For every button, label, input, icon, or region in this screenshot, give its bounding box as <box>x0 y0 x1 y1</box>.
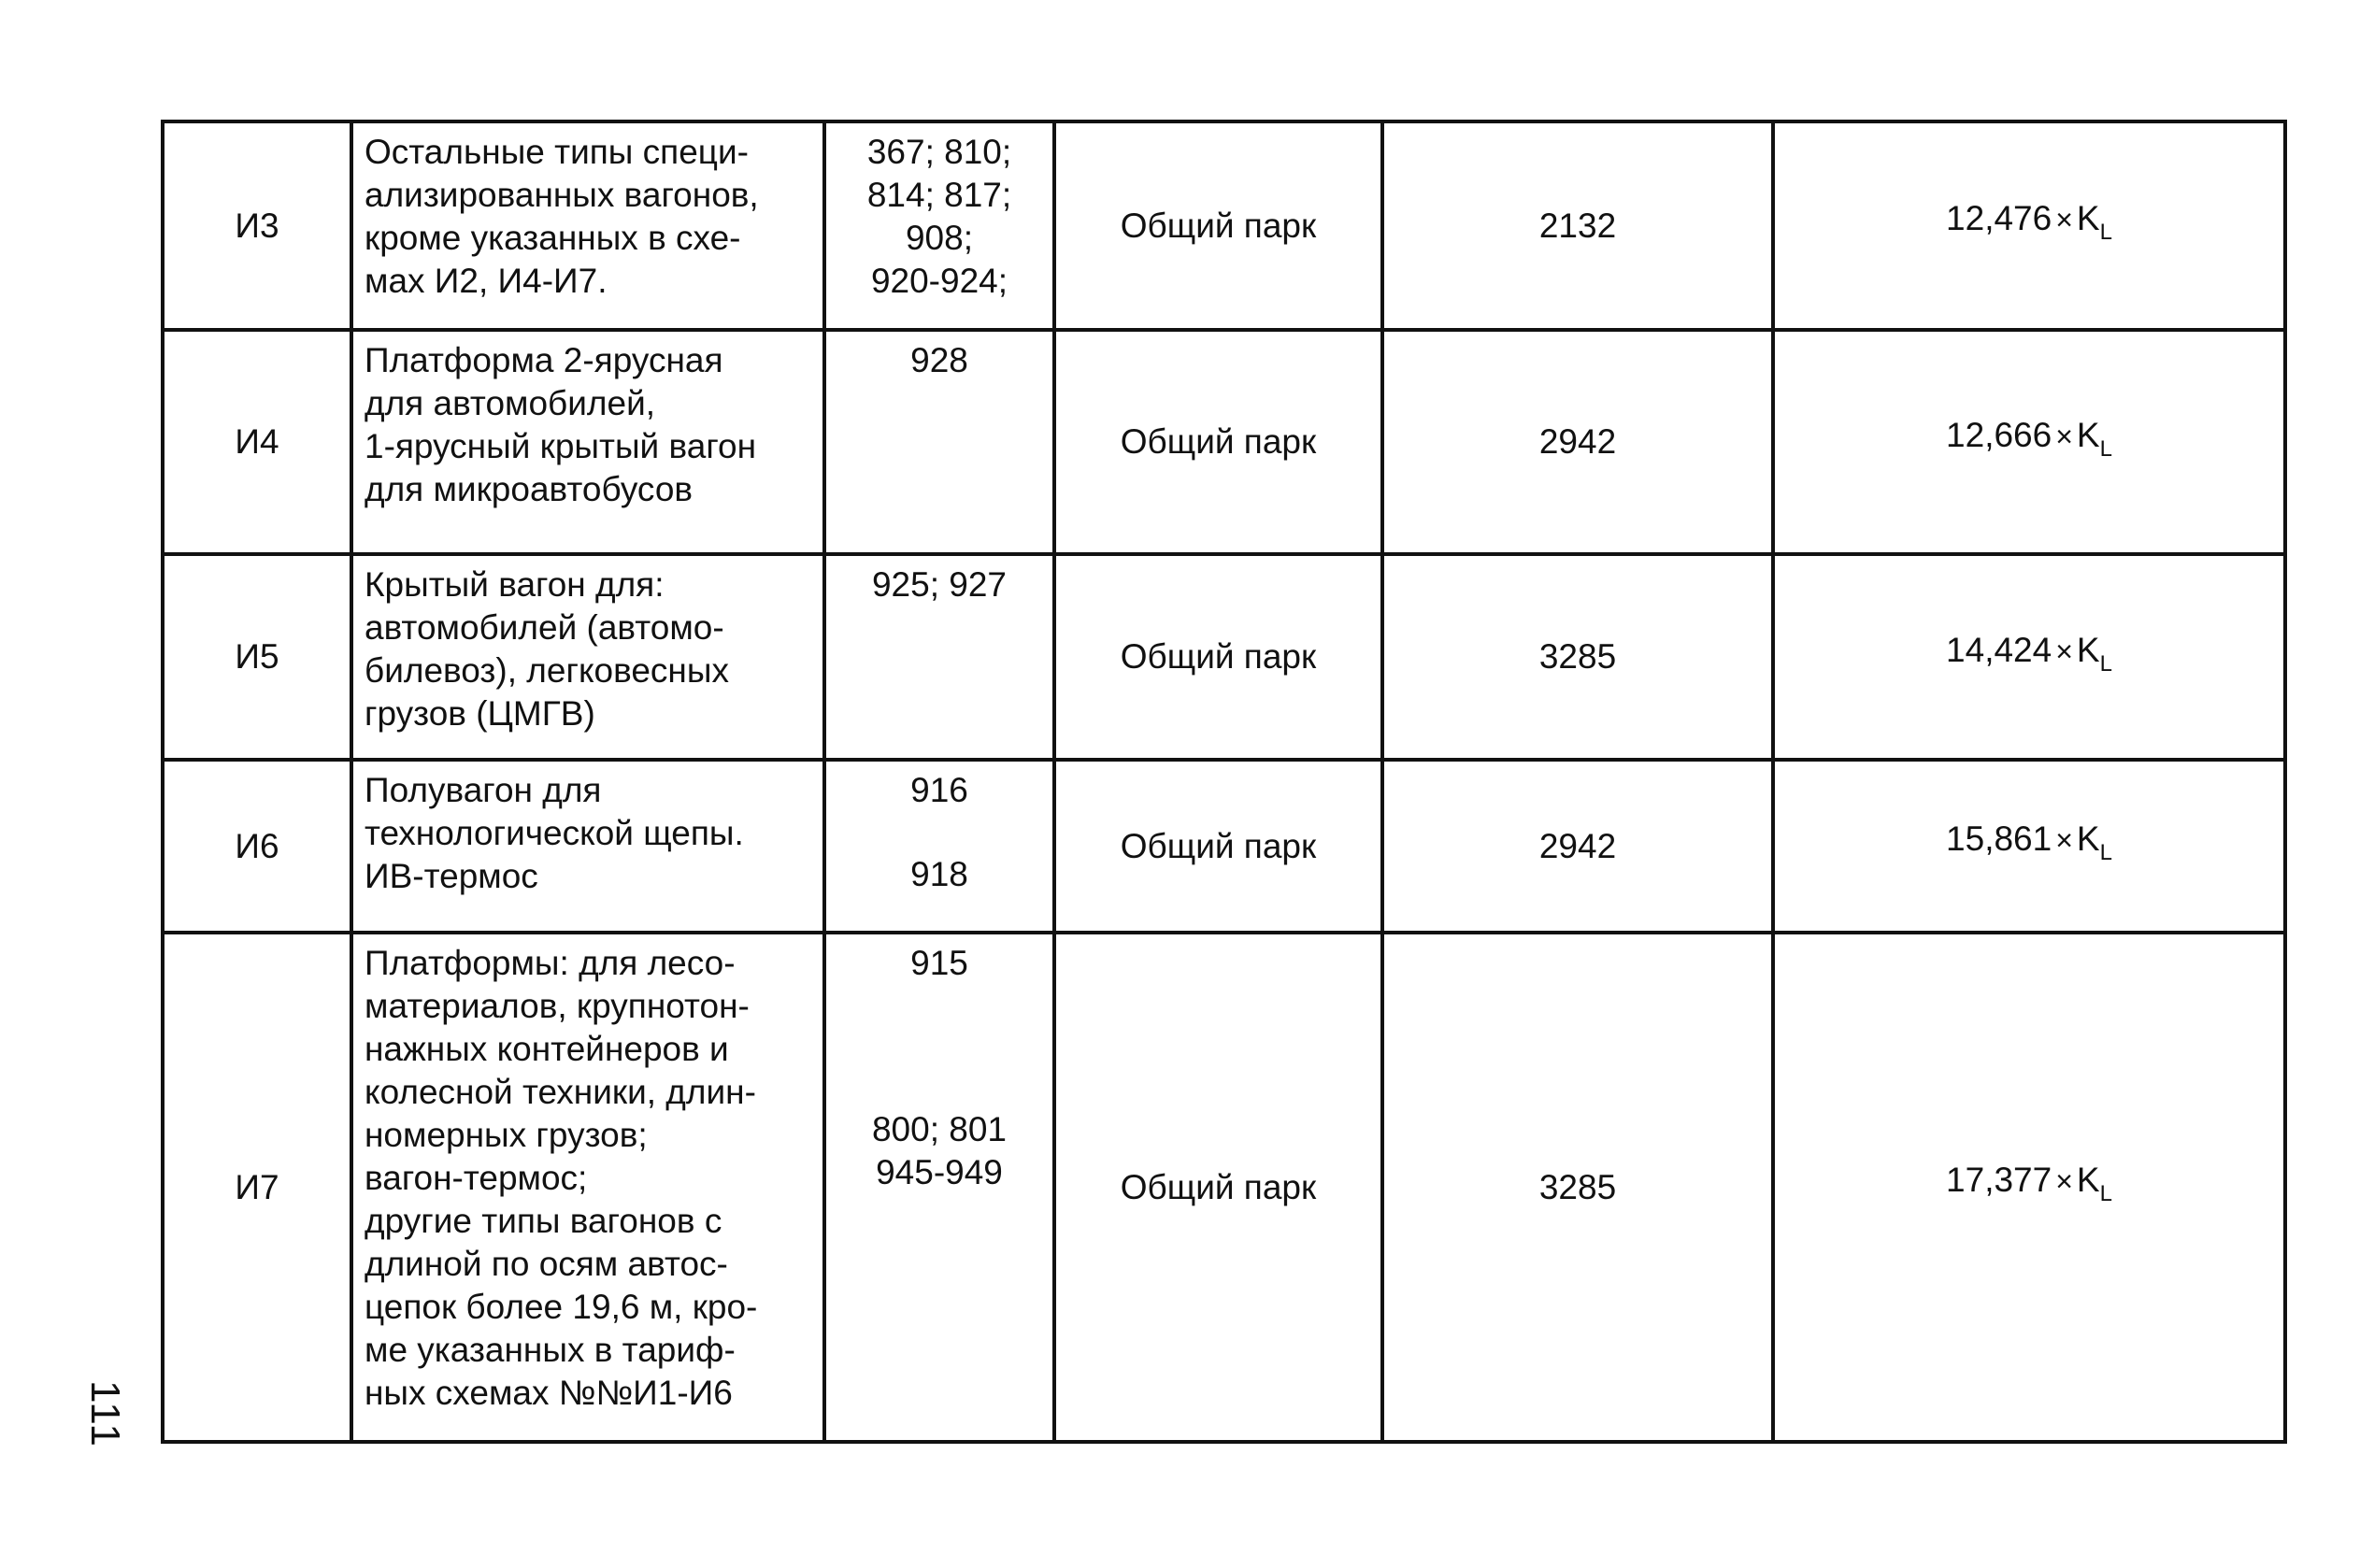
wagon-type-numbers: 925; 927 <box>824 554 1054 760</box>
scheme-code: И5 <box>163 554 351 760</box>
wagon-type-numbers: 928 <box>824 330 1054 554</box>
park-type: Общий парк <box>1054 121 1382 330</box>
wagon-type-numbers: 916 918 <box>824 760 1054 933</box>
wagon-description: Платформа 2-ярусная для автомобилей, 1-ярусный крытый вагон для микроавтобусов <box>351 330 824 554</box>
wagon-description: Остальные типы специ- ализированных вагонов, кроме указанных в схе- мах И2, И4-И7. <box>351 121 824 330</box>
rate-factor: K <box>2076 1161 2100 1199</box>
rate-cell: $14,424 \times K_L$ <box>1773 554 2285 760</box>
tariff-table <box>161 120 2287 1444</box>
park-type: Общий парк <box>1054 554 1382 760</box>
wagon-type-numbers: 915 800; 801 945-949 <box>824 933 1054 1442</box>
rate-value: 15,861 <box>1946 820 2052 858</box>
rate-factor: K <box>2076 415 2100 454</box>
table-row <box>163 121 2285 330</box>
value-cell: 2942 <box>1382 760 1773 933</box>
value-cell: 2942 <box>1382 330 1773 554</box>
rate-factor: K <box>2076 630 2100 669</box>
wagon-description: Полувагон для технологической щепы. ИВ-термос <box>351 760 824 933</box>
park-type: Общий парк <box>1054 933 1382 1442</box>
rate-value: 14,424 <box>1946 630 2052 669</box>
rate-cell: $12,476 \times K_L$ <box>1773 121 2285 330</box>
rate-cell: $15,861 \times K_L$ <box>1773 760 2285 933</box>
value-cell: 2132 <box>1382 121 1773 330</box>
page-number: 111 <box>82 1380 128 1448</box>
rate-value: 12,476 <box>1946 199 2052 237</box>
park-type: Общий парк <box>1054 330 1382 554</box>
rate-value: 17,377 <box>1946 1161 2052 1199</box>
rate-value: 12,666 <box>1946 415 2052 454</box>
rate-cell: $17,377 \times K_L$ <box>1773 933 2285 1442</box>
scheme-code: И4 <box>163 330 351 554</box>
table-row <box>163 933 2285 1442</box>
scheme-code: И6 <box>163 760 351 933</box>
wagon-description: Платформы: для лесо- материалов, крупнотон- нажных контейнеров и колесной техники, длин- номерных грузов; вагон-термос; другие типы вагонов с длиной по осям автос- цепок более 19,6 м, кро- ме указанных в тариф- ных схемах №№И1-И6 <box>351 933 824 1442</box>
park-type: Общий парк <box>1054 760 1382 933</box>
rate-factor: K <box>2076 199 2100 237</box>
wagon-type-numbers: 367; 810; 814; 817; 908; 920-924; <box>824 121 1054 330</box>
scheme-code: И3 <box>163 121 351 330</box>
rate-cell: $12,666 \times K_L$ <box>1773 330 2285 554</box>
wagon-description: Крытый вагон для: автомобилей (автомо- билевоз), легковесных грузов (ЦМГВ) <box>351 554 824 760</box>
table-row <box>163 330 2285 554</box>
table-row <box>163 554 2285 760</box>
value-cell: 3285 <box>1382 933 1773 1442</box>
table-row <box>163 760 2285 933</box>
rate-factor: K <box>2076 820 2100 858</box>
scheme-code: И7 <box>163 933 351 1442</box>
value-cell: 3285 <box>1382 554 1773 760</box>
